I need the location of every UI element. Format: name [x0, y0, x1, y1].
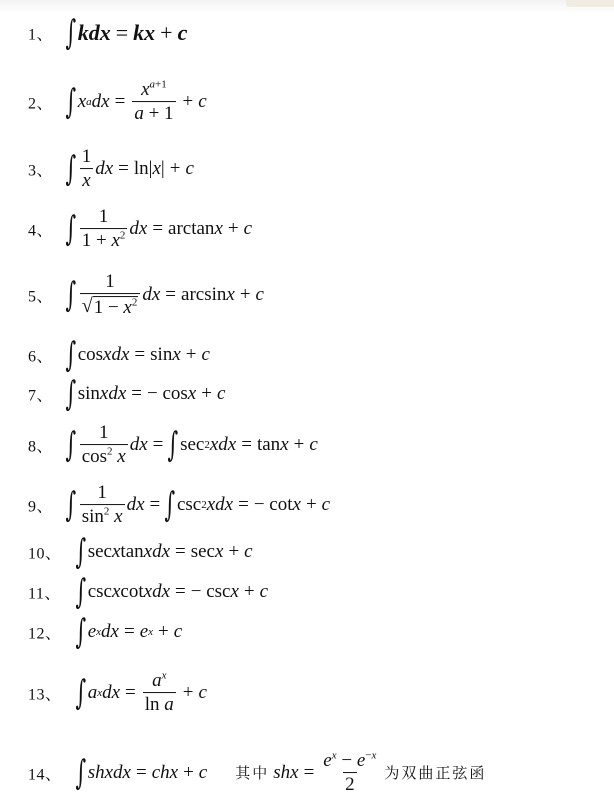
formula-3 [0, 145, 614, 193]
note-suffix: 为双曲正弦函 [384, 764, 487, 783]
formula-number: 4、 [28, 222, 54, 240]
formula-14 [0, 744, 614, 802]
formula-number: 11、 [28, 585, 61, 603]
formula-number: 3、 [28, 162, 54, 180]
formula-13 [0, 664, 614, 722]
formula-expression: ∫ 1 √ $1 - x^2$ dx = arcsin x + c [65, 271, 264, 318]
formula-number: 1、 [28, 26, 54, 44]
formula-9 [0, 480, 614, 530]
formula-expression: ∫ shxdx = chx + c 其中 shx = $\frac{e^x - e^{-x}}{2}$ 为双曲正弦函 [75, 749, 487, 795]
top-chip [566, 0, 614, 7]
formula-number: 13、 [28, 686, 62, 704]
formula-number: 8、 [28, 438, 54, 456]
formula-expression: ∫ $\frac{1}{1 + x^2}$ dx = arctan x + c [65, 206, 253, 251]
formula-5 [0, 266, 614, 324]
formula-expression: ∫ x a dx = $\frac{x^{a+1}}{a + 1}$ + c [65, 78, 207, 124]
formula-2 [0, 74, 614, 130]
formula-number: 2、 [28, 95, 54, 113]
top-strip [0, 0, 614, 14]
formula-expression: ∫ csc x cot xdx = − csc x + c [75, 572, 269, 612]
formula-expression: ∫ e x dx = e x + c [75, 612, 183, 652]
formula-expression: ∫ $\frac{1}{x}$ dx = ln| x | + c [65, 146, 194, 191]
formula-6 [0, 337, 614, 373]
formula-number: 5、 [28, 288, 54, 306]
formula-10 [0, 534, 614, 570]
formula-expression: ∫ sin xdx = − cos x + c [65, 374, 226, 414]
formula-expression: ∫ $\frac{1}{\cos^2 x}$ dx = ∫ sec 2 xdx = tan x + c [65, 422, 318, 467]
formula-11 [0, 574, 614, 610]
formula-expression: ∫ cos xdx = sin x + c [65, 335, 210, 375]
formula-number: 9、 [28, 498, 54, 516]
formula-expression: ∫ a x dx = $\frac{a^x}{\text{ln a}}$ + c [75, 669, 207, 715]
formula-expression: ∫ kdx = kx + c [65, 13, 188, 53]
formula-7 [0, 376, 614, 412]
note-prefix: 其中 [235, 764, 270, 783]
formula-number: 10、 [28, 545, 62, 563]
formula-number: 6、 [28, 348, 54, 366]
formula-number: 12、 [28, 625, 62, 643]
formula-1 [0, 14, 614, 52]
formula-4 [0, 203, 614, 255]
formula-expression: ∫ sec x tan xdx = sec x + c [75, 532, 253, 572]
formula-number: 14、 [28, 766, 62, 784]
formula-expression: ∫ $\frac{1}{\sin^2 x}$ dx = ∫ csc 2 xdx = − cot x + c [65, 482, 331, 527]
formula-12 [0, 614, 614, 650]
formula-number: 7、 [28, 387, 54, 405]
formula-8 [0, 420, 614, 470]
